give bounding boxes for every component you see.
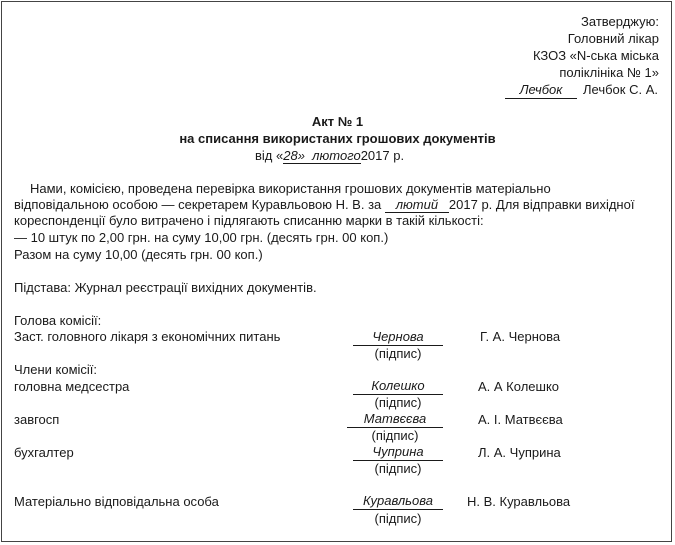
body-line-3: кореспонденції було витрачено і підлягають списанню марки в такій кількості:	[14, 213, 484, 228]
member-1-name: А. А Колешко	[478, 379, 560, 394]
member-1-sign-caption: (підпис)	[374, 395, 422, 410]
period-month: лютий	[385, 197, 449, 213]
member-3-role: бухгалтер	[14, 445, 74, 460]
body-line-2	[14, 197, 634, 213]
approval-position: Головний лікар	[567, 31, 659, 46]
body-line-2-end: 2017 р. Для відправки вихідної	[448, 197, 635, 212]
body-line-1: Нами, комісією, проведена перевірка використання грошових документів матеріально	[30, 181, 551, 196]
member-2-sign-caption: (підпис)	[371, 428, 419, 443]
head-name: Г. А. Чернова	[480, 329, 561, 344]
act-subtitle: на списання використаних грошових документів	[179, 131, 496, 146]
head-label: Голова комісії:	[14, 313, 102, 328]
date-day	[283, 148, 360, 164]
date-sep: »	[297, 148, 305, 163]
head-role: Заст. головного лікаря з економічних питань	[14, 329, 281, 344]
body-line-2-start: відповідальною особою — секретарем Куравльовою Н. В. за	[14, 197, 382, 212]
member-3-signature: Чуприна	[353, 444, 443, 461]
responsible-role: Матеріально відповідальна особа	[14, 494, 219, 509]
date-prefix: від «	[255, 148, 284, 163]
member-1-role: головна медсестра	[14, 379, 130, 394]
responsible-signature: Куравльова	[353, 493, 443, 510]
date-year: 2017 р.	[360, 148, 405, 163]
head-signature: Чернова	[353, 329, 443, 346]
body-line-4: — 10 штук по 2,00 грн. на суму 10,00 грн. (десять грн. 00 коп.)	[14, 230, 389, 245]
date-day-text: 28	[283, 148, 298, 163]
member-1-signature: Колешко	[353, 378, 443, 395]
responsible-sign-caption: (підпис)	[374, 511, 422, 526]
head-sign-caption: (підпис)	[374, 346, 422, 361]
member-2-name: А. І. Матвєєва	[478, 412, 563, 427]
members-label: Члени комісії:	[14, 362, 98, 377]
body-line-5: Разом на суму 10,00 (десять грн. 00 коп.)	[14, 247, 263, 262]
responsible-name: Н. В. Куравльова	[467, 494, 571, 509]
member-3-sign-caption: (підпис)	[374, 461, 422, 476]
approval-org-line1: КЗОЗ «N-ська міська	[532, 48, 659, 63]
basis-line: Підстава: Журнал реєстрації вихідних документів.	[14, 280, 317, 295]
act-title: Акт № 1	[311, 114, 364, 129]
member-3-name: Л. А. Чуприна	[478, 445, 561, 460]
member-2-signature: Матвєєва	[347, 411, 443, 428]
approval-name: Лечбок С. А.	[583, 82, 658, 97]
act-date	[255, 148, 404, 164]
date-month: лютого	[312, 148, 361, 163]
approval-signature: Лечбок	[505, 82, 577, 99]
approval-label: Затверджую:	[581, 14, 659, 29]
member-2-role: завгосп	[14, 412, 60, 427]
approval-org-line2: поліклініка № 1»	[559, 65, 659, 80]
